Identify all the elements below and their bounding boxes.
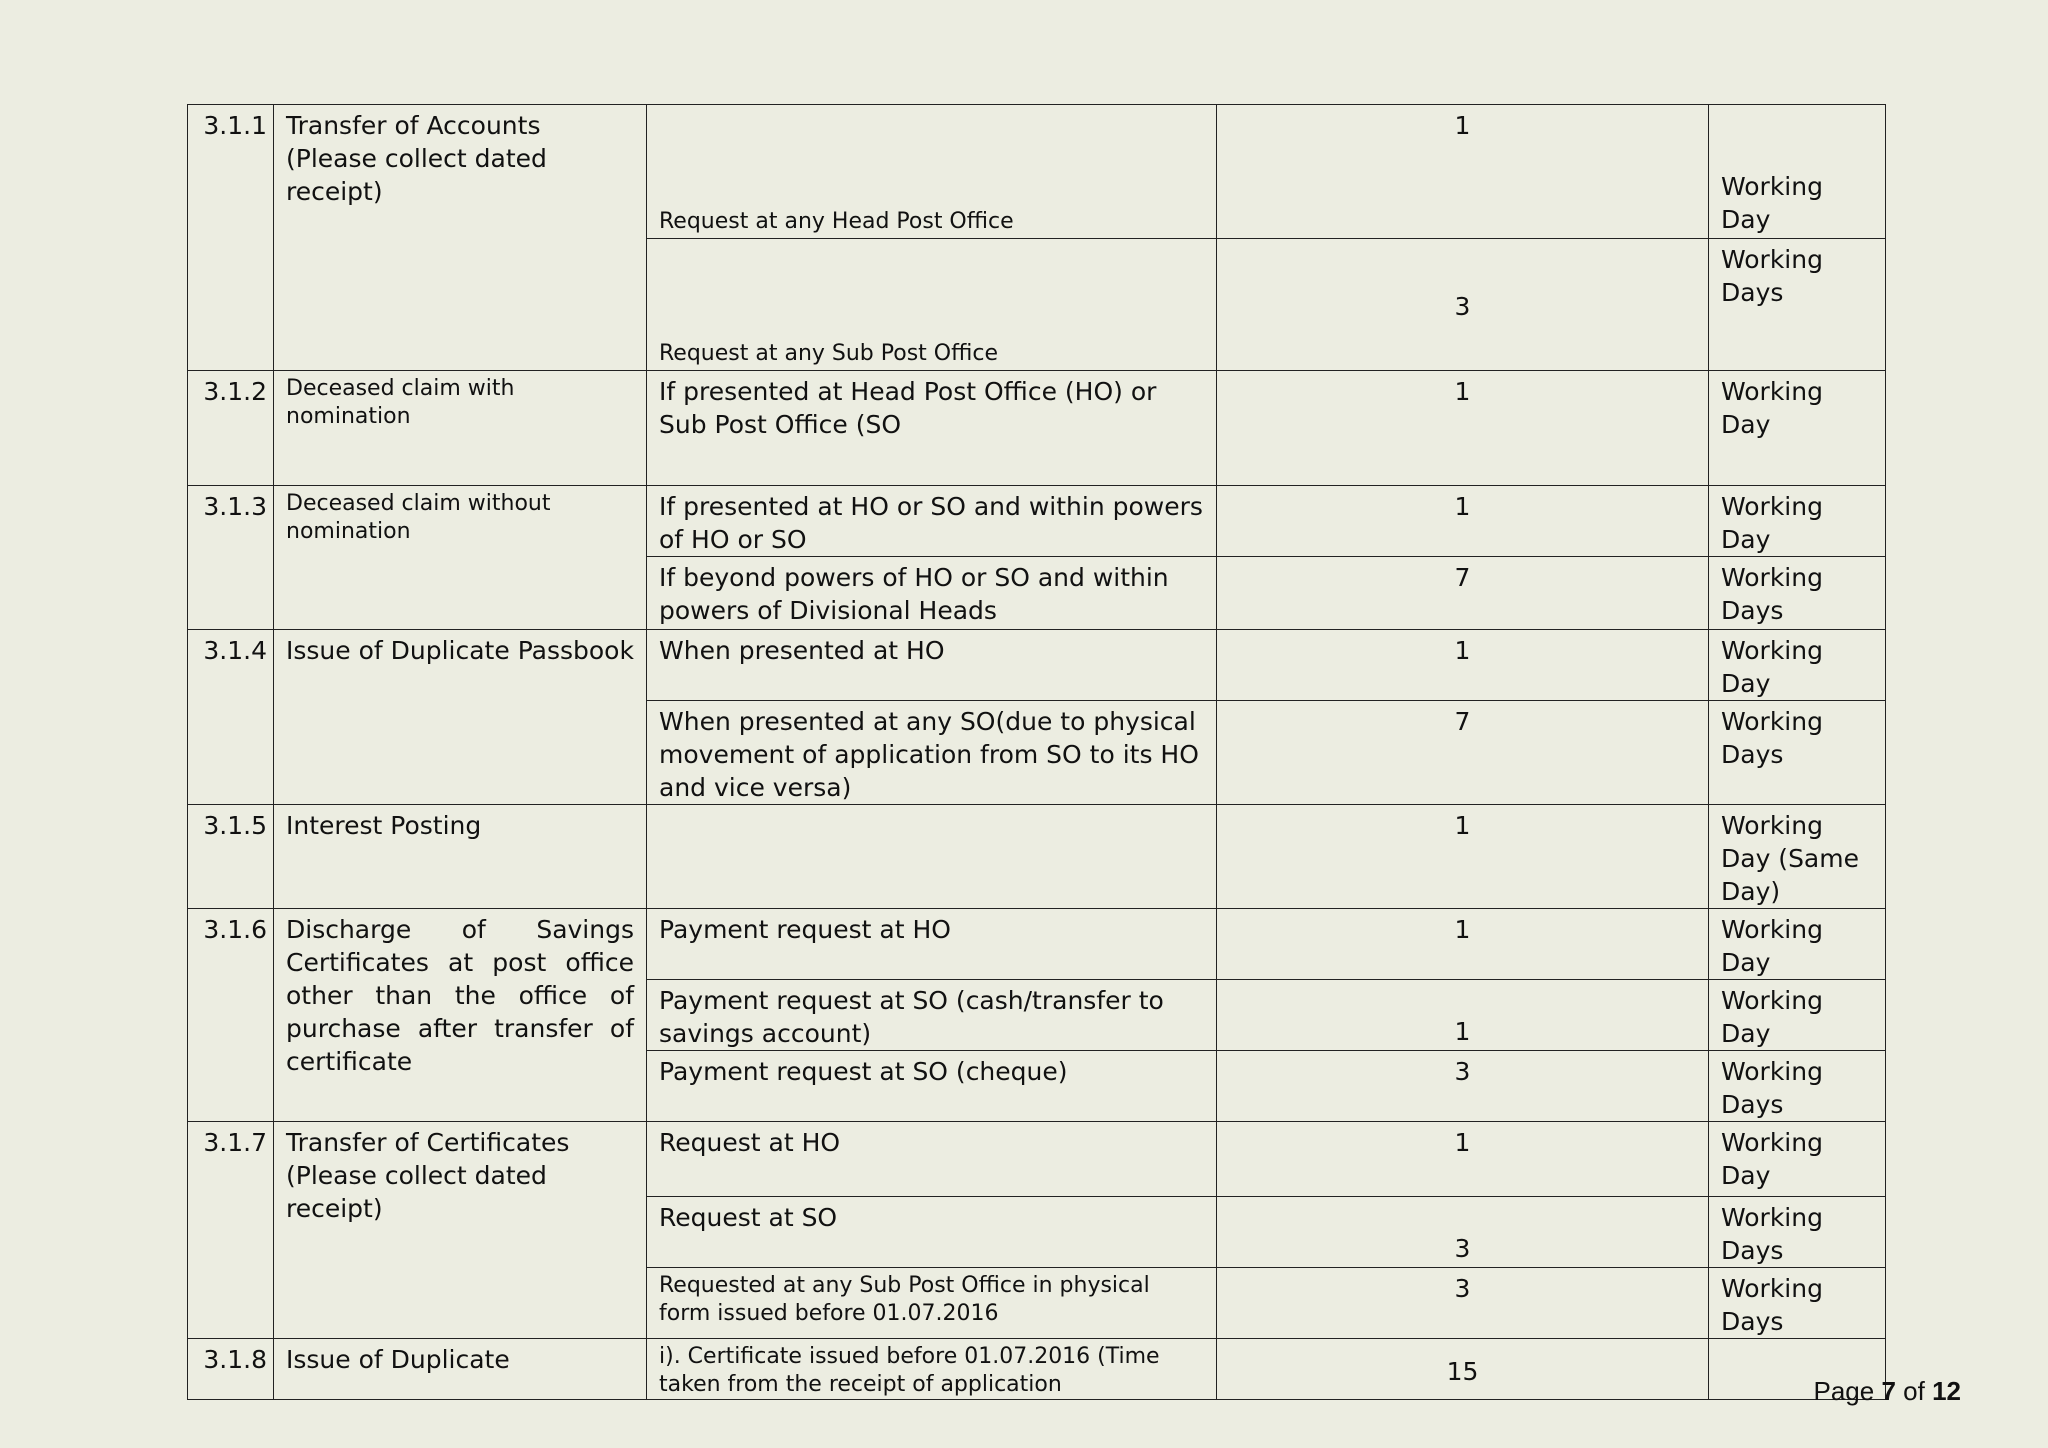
condition-cell: Request at SO xyxy=(647,1197,1217,1268)
condition-cell: When presented at any SO(due to physical movement of application from SO to its HO and vice versa) xyxy=(647,701,1217,805)
condition-cell: Payment request at SO (cash/transfer to savings account) xyxy=(647,980,1217,1051)
days-cell: 1 xyxy=(1217,805,1709,909)
table-row xyxy=(188,105,1886,239)
condition-cell: Payment request at SO (cheque) xyxy=(647,1051,1217,1122)
service-name: Deceased claim with nomination xyxy=(274,371,647,486)
unit-cell: Working Day xyxy=(1709,105,1886,239)
unit-cell: Working Day xyxy=(1709,980,1886,1051)
unit-cell: Working Day (Same Day) xyxy=(1709,805,1886,909)
service-name: Transfer of Certificates (Please collect dated receipt) xyxy=(274,1122,647,1339)
page-footer xyxy=(1813,1376,1961,1407)
page-of: of xyxy=(1903,1376,1925,1406)
table-row xyxy=(188,909,1886,980)
days-cell: 1 xyxy=(1217,909,1709,980)
unit-cell: Working Day xyxy=(1709,909,1886,980)
days-cell: 3 xyxy=(1217,239,1709,371)
days-cell: 1 xyxy=(1217,371,1709,486)
section-number: 3.1.1 xyxy=(188,105,274,371)
unit-cell: Working Days xyxy=(1709,557,1886,630)
days-cell: 1 xyxy=(1217,105,1709,239)
unit-cell: Working Days xyxy=(1709,1268,1886,1339)
table-row xyxy=(188,1339,1886,1400)
unit-cell: Working Day xyxy=(1709,371,1886,486)
unit-cell: Working Days xyxy=(1709,1051,1886,1122)
condition-cell: Request at any Sub Post Office xyxy=(647,239,1217,371)
service-name: Transfer of Accounts (Please collect dated receipt) xyxy=(274,105,647,371)
service-standards-table xyxy=(187,104,1886,1400)
unit-cell: Working Days xyxy=(1709,1197,1886,1268)
days-cell: 3 xyxy=(1217,1268,1709,1339)
days-cell: 7 xyxy=(1217,557,1709,630)
condition-cell: i). Certificate issued before 01.07.2016 (Time taken from the receipt of application xyxy=(647,1339,1217,1400)
days-cell: 1 xyxy=(1217,1122,1709,1197)
section-number: 3.1.3 xyxy=(188,486,274,630)
days-cell: 3 xyxy=(1217,1051,1709,1122)
service-name: Deceased claim without nomination xyxy=(274,486,647,630)
service-name: Issue of Duplicate Passbook xyxy=(274,630,647,805)
unit-cell: Working Day xyxy=(1709,486,1886,557)
condition-cell: Request at HO xyxy=(647,1122,1217,1197)
table-row xyxy=(188,371,1886,486)
service-name: Interest Posting xyxy=(274,805,647,909)
condition-cell: If presented at HO or SO and within powers of HO or SO xyxy=(647,486,1217,557)
condition-cell: If presented at Head Post Office (HO) or Sub Post Office (SO xyxy=(647,371,1217,486)
page-total: 12 xyxy=(1932,1376,1961,1406)
days-cell: 1 xyxy=(1217,630,1709,701)
condition-cell xyxy=(647,805,1217,909)
service-name: Discharge of Savings Certificates at post office other than the office of purchase after transfer of certificate xyxy=(274,909,647,1122)
section-number: 3.1.7 xyxy=(188,1122,274,1339)
days-cell: 15 xyxy=(1217,1339,1709,1400)
table-row xyxy=(188,805,1886,909)
section-number: 3.1.8 xyxy=(188,1339,274,1400)
condition-cell: Payment request at HO xyxy=(647,909,1217,980)
table-row xyxy=(188,630,1886,701)
section-number: 3.1.2 xyxy=(188,371,274,486)
days-cell: 1 xyxy=(1217,486,1709,557)
condition-cell: Request at any Head Post Office xyxy=(647,105,1217,239)
table-row xyxy=(188,486,1886,557)
section-number: 3.1.6 xyxy=(188,909,274,1122)
days-cell: 1 xyxy=(1217,980,1709,1051)
unit-cell: Working Day xyxy=(1709,630,1886,701)
unit-cell: Working Days xyxy=(1709,239,1886,371)
days-cell: 3 xyxy=(1217,1197,1709,1268)
unit-cell: Working Day xyxy=(1709,1122,1886,1197)
page-number: 7 xyxy=(1881,1376,1896,1406)
days-cell: 7 xyxy=(1217,701,1709,805)
condition-cell: Requested at any Sub Post Office in physical form issued before 01.07.2016 xyxy=(647,1268,1217,1339)
section-number: 3.1.4 xyxy=(188,630,274,805)
page-label: Page xyxy=(1813,1376,1875,1406)
section-number: 3.1.5 xyxy=(188,805,274,909)
condition-cell: If beyond powers of HO or SO and within powers of Divisional Heads xyxy=(647,557,1217,630)
unit-cell: Working Days xyxy=(1709,701,1886,805)
table-row xyxy=(188,1122,1886,1197)
condition-cell: When presented at HO xyxy=(647,630,1217,701)
service-name: Issue of Duplicate xyxy=(274,1339,647,1400)
